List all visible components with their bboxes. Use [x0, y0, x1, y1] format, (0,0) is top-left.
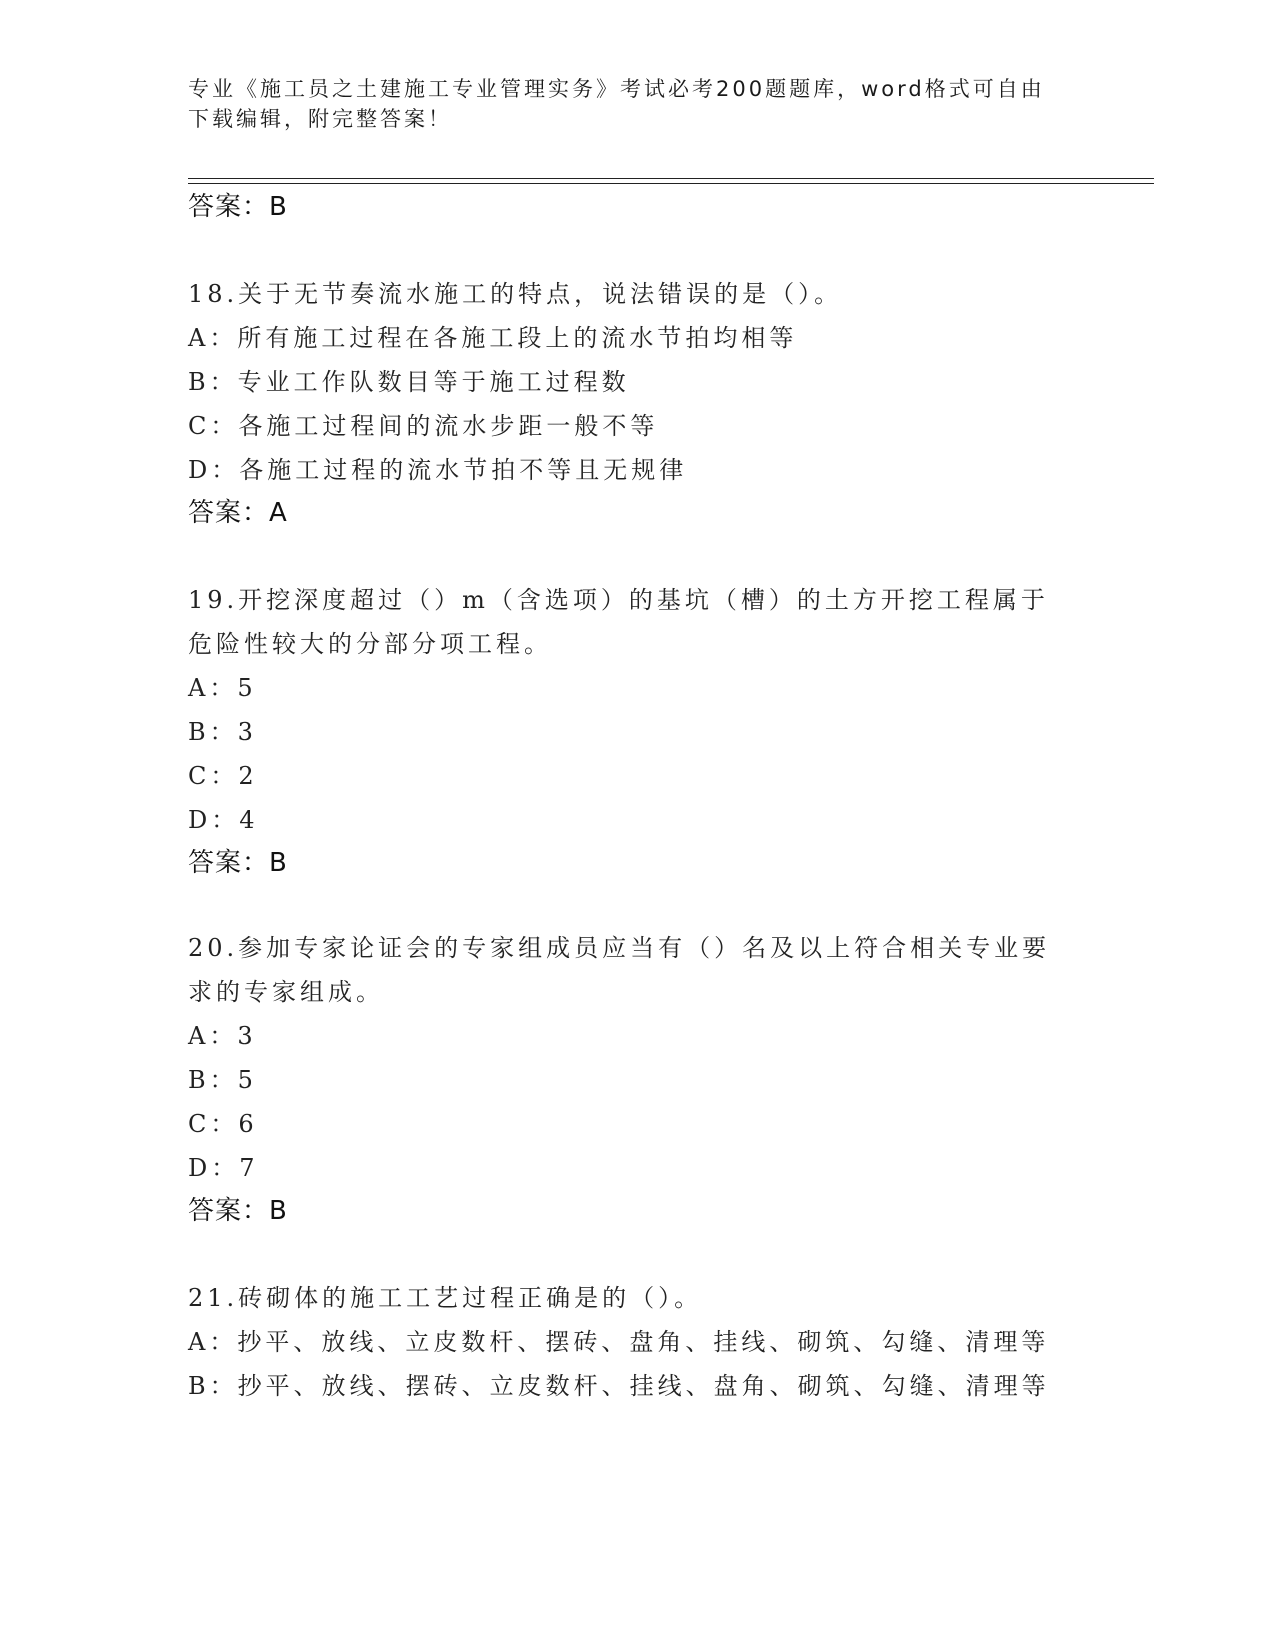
- question-18-option-a: A：所有施工过程在各施工段上的流水节拍均相等: [188, 324, 798, 352]
- question-19-option-c: C：2: [188, 762, 258, 790]
- question-20-option-d: D：7: [188, 1154, 259, 1182]
- question-18-option-c: C：各施工过程间的流水步距一般不等: [188, 412, 659, 440]
- question-20-option-b: B：5: [188, 1066, 257, 1094]
- question-19-answer: 答案：B: [188, 848, 288, 878]
- question-20-stem-line-1: 20.参加专家论证会的专家组成员应当有（）名及以上符合相关专业要: [188, 934, 1051, 962]
- question-19-option-a: A：5: [188, 674, 257, 702]
- header-divider-top: [188, 178, 1154, 179]
- question-18-answer: 答案：A: [188, 498, 288, 528]
- question-20-option-a: A：3: [188, 1022, 257, 1050]
- document-header: [188, 74, 1068, 134]
- header-line-2: 下载编辑，附完整答案！: [188, 107, 452, 131]
- header-line-1: 专业《施工员之土建施工专业管理实务》考试必考200题题库，word格式可自由: [188, 77, 1045, 101]
- question-18-stem: 18.关于无节奏流水施工的特点，说法错误的是（）。: [188, 280, 843, 308]
- header-divider-bottom: [188, 183, 1154, 184]
- previous-answer: 答案：B: [188, 192, 288, 222]
- question-21-stem: 21.砖砌体的施工工艺过程正确是的（）。: [188, 1284, 703, 1312]
- question-20-stem-line-2: 求的专家组成。: [188, 978, 384, 1006]
- question-19-option-d: D：4: [188, 806, 259, 834]
- question-20-option-c: C：6: [188, 1110, 258, 1138]
- question-19-stem-line-1: 19.开挖深度超过（）m（含选项）的基坑（槽）的土方开挖工程属于: [188, 586, 1049, 614]
- question-18-option-b: B：专业工作队数目等于施工过程数: [188, 368, 630, 396]
- question-20-answer: 答案：B: [188, 1196, 288, 1226]
- question-21-option-b: B：抄平、放线、摆砖、立皮数杆、挂线、盘角、砌筑、勾缝、清理等: [188, 1372, 1050, 1400]
- question-19-stem-line-2: 危险性较大的分部分项工程。: [188, 630, 552, 658]
- question-18-option-d: D：各施工过程的流水节拍不等且无规律: [188, 456, 688, 484]
- question-21-option-a: A：抄平、放线、立皮数杆、摆砖、盘角、挂线、砌筑、勾缝、清理等: [188, 1328, 1050, 1356]
- question-19-option-b: B：3: [188, 718, 257, 746]
